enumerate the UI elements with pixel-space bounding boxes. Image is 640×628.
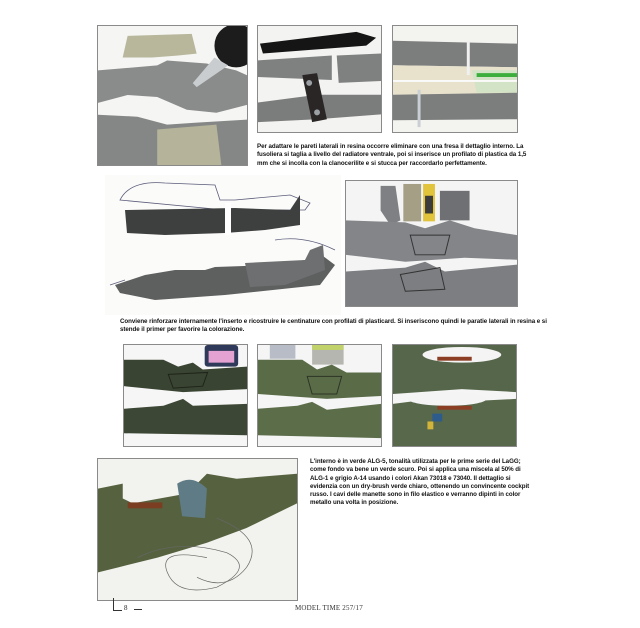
magazine-footer: MODEL TIME 257/17 bbox=[295, 604, 363, 612]
photo-fuselage-plans bbox=[105, 175, 341, 315]
caption-1: Per adattare le pareti laterali in resina occorre eliminare con una fresa il dettaglio interno. La fusoliera si taglia a livello del radiatore ventrale, poi si inserisce un profilato di plastica da 1,5 mm che si incolla con la clanocerilite e si stucca per raccordarlo perfettamente. bbox=[257, 143, 527, 167]
photo-fuselage-green-jars bbox=[257, 344, 382, 447]
photo-fuselage-joined bbox=[392, 25, 518, 133]
fuselage-drill-image bbox=[98, 26, 247, 165]
caption-3: L'interno è in verde ALG-5, tonalità utilizzata per le prime serie del LaGG; come fondo va bene un verde scuro. Poi si applica una miscela al 50% di ALG-1 e grigio A-14 usando i colori Akan 73018 e 73040. Il dettaglio si evidenzia con un dry-brush verde chiaro, ottenendo un convincente cockpit russo. I cavi delle manette sono in filo elastico e verranno dipinti in color metallo una volta in posizione. bbox=[310, 458, 530, 507]
fuselage-dark-green-image bbox=[124, 345, 247, 446]
photo-fuselage-cockpit-wire bbox=[97, 458, 298, 601]
page-number: 8 bbox=[124, 604, 128, 612]
fuselage-joined-image bbox=[393, 26, 517, 132]
fuselage-cockpit-detail-image bbox=[393, 345, 516, 446]
photo-fuselage-drill bbox=[97, 25, 248, 166]
page-number-dash bbox=[134, 609, 142, 610]
photo-fuselage-primed bbox=[345, 180, 518, 307]
photo-fuselage-dark-green bbox=[123, 344, 248, 447]
page-number-bracket bbox=[113, 598, 122, 611]
fuselage-green-jars-image bbox=[258, 345, 381, 446]
photo-fuselage-cut bbox=[257, 25, 382, 133]
fuselage-cockpit-wire-image bbox=[98, 459, 297, 600]
fuselage-primed-image bbox=[346, 181, 517, 306]
fuselage-cut-image bbox=[258, 26, 381, 132]
fuselage-plans-image bbox=[105, 175, 341, 315]
photo-fuselage-cockpit-detail bbox=[392, 344, 517, 447]
caption-2: Conviene rinforzare internamente l'inserto e ricostruire le centinature con profilati di plasticard. Si inseriscono quindi le paratie laterali in resina e si stende il primer per favorire la colorazione. bbox=[120, 318, 547, 334]
